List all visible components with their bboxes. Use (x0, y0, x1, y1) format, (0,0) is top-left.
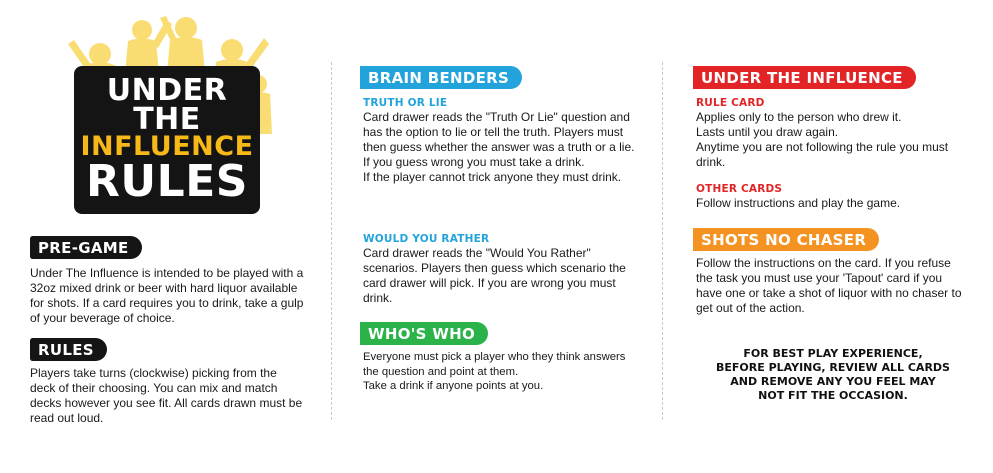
best-play-note-line-2: BEFORE PLAYING, REVIEW ALL CARDS (716, 361, 950, 374)
would-you-rather-title: WOULD YOU RATHER (363, 233, 490, 245)
logo-line-under: UNDER (106, 73, 228, 109)
truth-or-lie-title: TRUTH OR LIE (363, 97, 448, 109)
best-play-note-line-3: AND REMOVE ANY YOU FEEL MAY (730, 375, 936, 388)
whos-who-text: Everyone must pick a player who they think answers the question and point at them. (363, 351, 626, 378)
rules-heading: RULES (30, 338, 107, 361)
column-divider-right (662, 62, 663, 420)
truth-or-lie-block (363, 97, 635, 185)
rule-card-line-2: Lasts until you draw again. (696, 125, 839, 139)
rule-card-line-3: Anytime you are not following the rule you must drink. (696, 140, 949, 169)
left-column (30, 0, 305, 473)
brain-benders-section (360, 66, 522, 89)
would-you-rather-text: Card drawer reads the "Would You Rather" scenarios. Players then guess which scenario the card drawer will pick. If you are wrong you must drink. (363, 246, 626, 305)
best-play-note (713, 347, 953, 403)
other-cards-title: OTHER CARDS (696, 183, 783, 195)
column-divider-left (331, 62, 332, 420)
truth-or-lie-text: Card drawer reads the "Truth Or Lie" question and has the option to lie or tell the truth. Players must then guess whether the answer was a truth or a lie. (363, 110, 635, 154)
rules-section (30, 338, 107, 361)
shots-no-chaser-text: Follow the instructions on the card. If you refuse the task you must use your 'Tapout' card if you have one or take a shot of liquor with no chaser to get out of the action. (696, 256, 962, 315)
truth-or-lie-text-3: If the player cannot trick anyone they must drink. (363, 170, 622, 184)
middle-column (360, 0, 635, 473)
shots-no-chaser-heading: SHOTS NO CHASER (693, 228, 879, 251)
under-the-influence-section (693, 66, 916, 89)
logo-line-the: THE (133, 101, 201, 137)
best-play-note-line-4: NOT FIT THE OCCASION. (758, 389, 908, 402)
rule-card-line-1: Applies only to the person who drew it. (696, 110, 902, 124)
rules-text: Players take turns (clockwise) picking from the deck of their choosing. You can mix and match decks however you see fit. All cards drawn must be read out loud. (30, 366, 303, 425)
whos-who-text-2: Take a drink if anyone points at you. (363, 380, 544, 392)
pre-game-section (30, 236, 142, 259)
whos-who-heading: WHO'S WHO (360, 322, 488, 345)
other-cards-block (696, 183, 968, 211)
best-play-note-line-1: FOR BEST PLAY EXPERIENCE, (743, 347, 923, 360)
rule-card-block (696, 97, 968, 170)
pre-game-heading: PRE-GAME (30, 236, 142, 259)
logo-line-rules: RULES (86, 156, 248, 208)
shots-no-chaser-section (693, 228, 879, 251)
would-you-rather-block (363, 233, 635, 306)
pre-game-text: Under The Influence is intended to be played with a 32oz mixed drink or beer with hard liquor available for shots. If a card requires you to drink, take a gulp of your beverage of choice. (30, 266, 304, 325)
rule-card-title: RULE CARD (696, 97, 765, 109)
logo-line-influence: INFLUENCE (80, 130, 254, 162)
truth-or-lie-text-2: If you guess wrong you must take a drink. (363, 155, 585, 169)
right-column (693, 0, 968, 473)
brain-benders-heading: BRAIN BENDERS (360, 66, 522, 89)
under-the-influence-heading: UNDER THE INFLUENCE (693, 66, 916, 89)
whos-who-section (360, 322, 488, 345)
whos-who-block (363, 350, 635, 394)
other-cards-text: Follow instructions and play the game. (696, 196, 901, 210)
